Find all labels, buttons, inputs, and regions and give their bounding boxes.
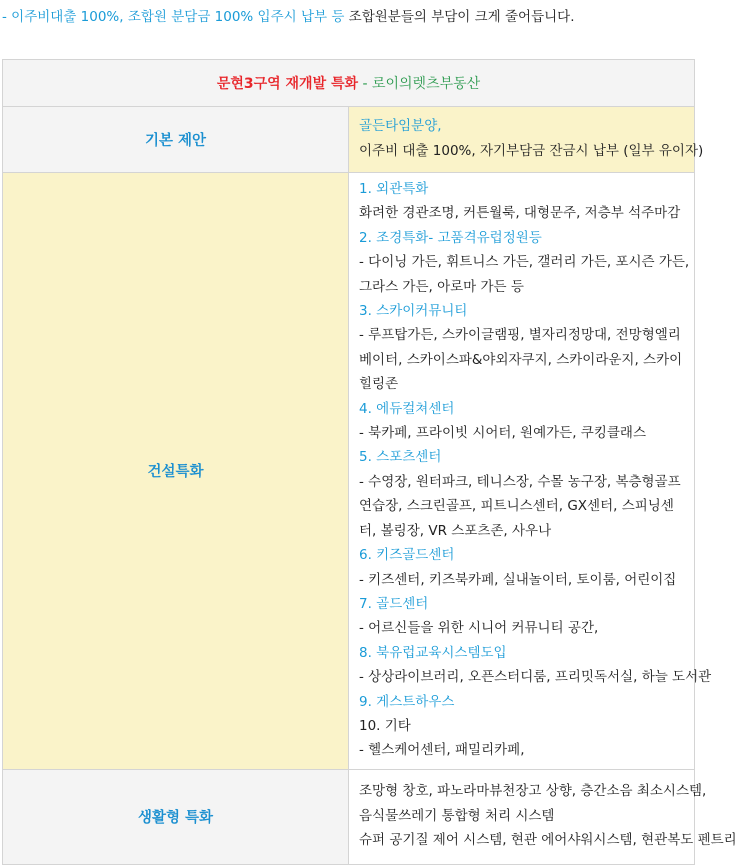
table-header	[3, 60, 695, 107]
construction-line: 4. 에듀컬쳐센터	[359, 400, 455, 417]
construction-line: - 어르신들을 위한 시니어 커뮤니티 공간,	[359, 620, 599, 637]
basic-line: 골든타임분양,	[359, 118, 442, 135]
header-separator: -	[358, 76, 372, 92]
construction-line: - 헬스케어센터, 패밀리카페,	[359, 742, 525, 759]
lifestyle-line: 조망형 창호, 파노라마뷰천장고 상향, 층간소음 최소시스템,	[359, 783, 707, 800]
construction-line: 10. 기타	[359, 717, 411, 734]
specialization-table	[2, 59, 737, 865]
lifestyle-label: 생활형 특화	[3, 769, 349, 864]
lifestyle-line: 음식물쓰레기 통합형 처리 시스템	[359, 807, 555, 824]
intro-text	[2, 6, 695, 28]
construction-line: 7. 골드센터	[359, 595, 429, 612]
construction-line: - 다이닝 가든, 휘트니스 가든, 갤러리 가든, 포시즌 가든,	[359, 254, 690, 271]
construction-line: 1. 외관특화	[359, 181, 429, 197]
lifestyle-content	[349, 769, 737, 864]
basic-line: 이주비 대출 100%, 자기부담금 잔금시 납부 (일부 유이자)	[359, 142, 704, 159]
construction-row	[3, 173, 695, 770]
construction-line: 3. 스카이커뮤니티	[359, 303, 468, 320]
construction-line: 5. 스포츠센터	[359, 449, 442, 466]
construction-line: 6. 키즈골드센터	[359, 547, 455, 564]
basic-content	[349, 107, 704, 173]
construction-content	[349, 173, 712, 770]
construction-line: 2. 조경특화- 고품격유럽정원등	[359, 229, 542, 246]
construction-line: 화려한 경관조명, 커튼월룩, 대형문주, 저층부 석주마감	[359, 205, 681, 222]
header-title: 문현3구역 재개발 특화	[216, 76, 359, 92]
construction-line: 그라스 가든, 아로마 가든 등	[359, 278, 524, 295]
construction-line: - 키즈센터, 키즈북카페, 실내놀이터, 토이룸, 어린이집	[359, 571, 677, 588]
construction-line: 8. 북유럽교육시스템도입	[359, 644, 507, 661]
construction-label: 건설특화	[3, 173, 349, 770]
table-header-row	[3, 60, 695, 107]
construction-line: - 북카페, 프라이빗 시어터, 원예가든, 쿠킹클래스	[359, 425, 646, 442]
lifestyle-row	[3, 769, 695, 864]
construction-line: - 루프탑가든, 스카이글램핑, 별자리정망대, 전망형엘리베이터, 스카이스파&야외자쿠지, 스카이라운지, 스카이힐링존	[359, 327, 683, 393]
construction-line: 9. 게스트하우스	[359, 693, 455, 710]
header-agency: 로이의렛츠부동산	[371, 76, 481, 92]
basic-row	[3, 107, 695, 173]
lifestyle-line: 슈퍼 공기질 제어 시스템, 현관 에어샤워시스템, 현관복도 펜트리	[359, 831, 737, 848]
intro-highlight: - 이주비대출 100%, 조합원 분담금 100% 입주시 납부 등	[2, 9, 345, 25]
intro-rest: 조합원분들의 부담이 크게 줄어듭니다.	[344, 9, 575, 25]
construction-line: - 상상라이브러리, 오픈스터디룸, 프리밋독서실, 하늘 도서관	[359, 669, 712, 686]
basic-label: 기본 제안	[3, 107, 349, 173]
construction-line: - 수영장, 원터파크, 테니스장, 수몰 농구장, 복층형골프연습장, 스크린골프, 피트니스센터, GX센터, 스피닝센터, 볼링장, VR 스포츠존, 사우나	[359, 473, 681, 539]
